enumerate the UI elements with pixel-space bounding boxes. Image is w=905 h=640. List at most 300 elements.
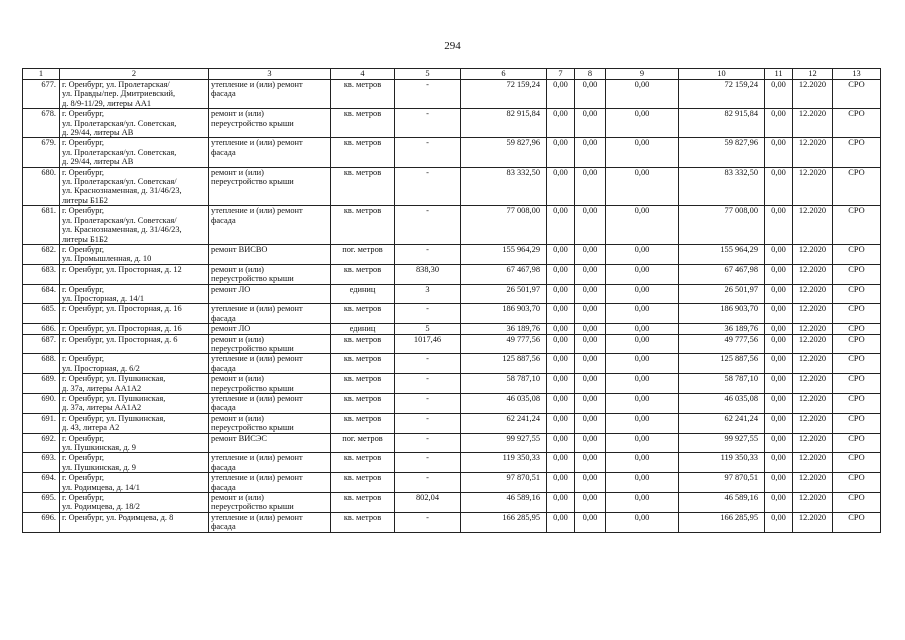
cell-line: переустройство крыши bbox=[211, 118, 294, 128]
cost-cell: 82 915,84 bbox=[679, 109, 765, 138]
unit-cell: единиц bbox=[331, 284, 395, 304]
fund-cell: 0,00 bbox=[575, 334, 606, 354]
row-number: 683. bbox=[23, 264, 60, 284]
row-number: 691. bbox=[23, 413, 60, 433]
cell-line: фасада bbox=[211, 522, 236, 532]
deadline-cell: 12.2020 bbox=[793, 80, 833, 109]
fund-cell: 0,00 bbox=[575, 493, 606, 513]
cell-line: ул. Пролетарская/ул. Советская, bbox=[62, 118, 177, 128]
work-type-cell bbox=[209, 244, 331, 264]
unit-cell: кв. метров bbox=[331, 354, 395, 374]
fund-cell: 0,00 bbox=[575, 324, 606, 334]
cell-line: ул. Промышленная, д. 10 bbox=[62, 254, 152, 264]
cost-cell: 67 467,98 bbox=[679, 264, 765, 284]
cell-line: г. Оренбург, ул. Пролетарская/ bbox=[62, 80, 170, 89]
cost-cell: 186 903,70 bbox=[679, 304, 765, 324]
total-cost-cell: 125 887,56 bbox=[461, 354, 547, 374]
row-number: 682. bbox=[23, 244, 60, 264]
cell-line: ул. Пролетарская/ул. Советская, bbox=[62, 147, 177, 157]
cell-line: фасада bbox=[211, 215, 236, 225]
total-cost-cell: 83 332,50 bbox=[461, 167, 547, 206]
total-cost-cell: 186 903,70 bbox=[461, 304, 547, 324]
total-cost-cell: 119 350,33 bbox=[461, 453, 547, 473]
address-cell bbox=[60, 109, 209, 138]
cell-line: ул. Правды/пер. Дмитриевский, bbox=[62, 89, 176, 99]
deadline-cell: 12.2020 bbox=[793, 109, 833, 138]
column-header: 7 bbox=[547, 69, 575, 80]
table-row bbox=[23, 244, 881, 264]
work-type-cell bbox=[209, 453, 331, 473]
quantity-cell: - bbox=[395, 512, 461, 532]
method-cell: СРО bbox=[833, 433, 881, 453]
address-cell bbox=[60, 354, 209, 374]
fund-cell: 0,00 bbox=[575, 284, 606, 304]
method-cell: СРО bbox=[833, 138, 881, 167]
cost-cell: 83 332,50 bbox=[679, 167, 765, 206]
table-row bbox=[23, 512, 881, 532]
fund-cell: 0,00 bbox=[765, 394, 793, 414]
unit-cell: кв. метров bbox=[331, 264, 395, 284]
cell-line: ремонт и (или) bbox=[211, 109, 264, 119]
total-cost-cell: 67 467,98 bbox=[461, 264, 547, 284]
work-type-cell bbox=[209, 334, 331, 354]
fund-cell: 0,00 bbox=[547, 167, 575, 206]
fund-cell: 0,00 bbox=[547, 394, 575, 414]
fund-cell: 0,00 bbox=[547, 80, 575, 109]
table-row bbox=[23, 206, 881, 245]
total-cost-cell: 36 189,76 bbox=[461, 324, 547, 334]
fund-cell: 0,00 bbox=[606, 354, 679, 374]
fund-cell: 0,00 bbox=[765, 167, 793, 206]
fund-cell: 0,00 bbox=[765, 354, 793, 374]
address-cell bbox=[60, 433, 209, 453]
cell-line: г. Оренбург, ул. Просторная, д. 12 bbox=[62, 264, 182, 274]
quantity-cell: 838,30 bbox=[395, 264, 461, 284]
method-cell: СРО bbox=[833, 80, 881, 109]
fund-cell: 0,00 bbox=[575, 413, 606, 433]
fund-cell: 0,00 bbox=[765, 284, 793, 304]
fund-cell: 0,00 bbox=[547, 512, 575, 532]
cell-line: утепление и (или) ремонт bbox=[211, 80, 303, 89]
cell-line: ул. Пушкинская, д. 9 bbox=[62, 443, 136, 453]
table-row bbox=[23, 473, 881, 493]
cost-cell: 59 827,96 bbox=[679, 138, 765, 167]
fund-cell: 0,00 bbox=[547, 304, 575, 324]
table-row bbox=[23, 324, 881, 334]
work-type-cell bbox=[209, 354, 331, 374]
total-cost-cell: 166 285,95 bbox=[461, 512, 547, 532]
row-number: 684. bbox=[23, 284, 60, 304]
work-type-cell bbox=[209, 109, 331, 138]
fund-cell: 0,00 bbox=[606, 138, 679, 167]
fund-cell: 0,00 bbox=[606, 264, 679, 284]
total-cost-cell: 72 159,24 bbox=[461, 80, 547, 109]
fund-cell: 0,00 bbox=[765, 264, 793, 284]
total-cost-cell: 99 927,55 bbox=[461, 433, 547, 453]
deadline-cell: 12.2020 bbox=[793, 206, 833, 245]
quantity-cell: - bbox=[395, 304, 461, 324]
cell-line: утепление и (или) ремонт bbox=[211, 512, 303, 522]
quantity-cell: - bbox=[395, 413, 461, 433]
table-row bbox=[23, 413, 881, 433]
column-header: 9 bbox=[606, 69, 679, 80]
fund-cell: 0,00 bbox=[606, 374, 679, 394]
cell-line: г. Оренбург, ул. Родимцева, д. 8 bbox=[62, 512, 174, 522]
repair-schedule-table bbox=[22, 68, 881, 533]
cell-line: д. 29/44, литеры АВ bbox=[62, 128, 134, 138]
cell-line: ул. Просторная, д. 14/1 bbox=[62, 293, 145, 303]
work-type-cell bbox=[209, 138, 331, 167]
fund-cell: 0,00 bbox=[547, 206, 575, 245]
unit-cell: кв. метров bbox=[331, 109, 395, 138]
table-body bbox=[23, 80, 881, 533]
work-type-cell bbox=[209, 433, 331, 453]
fund-cell: 0,00 bbox=[606, 244, 679, 264]
method-cell: СРО bbox=[833, 244, 881, 264]
deadline-cell: 12.2020 bbox=[793, 304, 833, 324]
work-type-cell bbox=[209, 80, 331, 109]
page-number: 294 bbox=[444, 40, 461, 52]
deadline-cell: 12.2020 bbox=[793, 324, 833, 334]
cell-line: переустройство крыши bbox=[211, 177, 294, 187]
total-cost-cell: 97 870,51 bbox=[461, 473, 547, 493]
cell-line: г. Оренбург, bbox=[62, 473, 105, 483]
quantity-cell: - bbox=[395, 473, 461, 493]
cell-line: фасада bbox=[211, 403, 236, 413]
cell-line: ремонт ВИСВО bbox=[211, 244, 268, 254]
cell-line: ул. Просторная, д. 6/2 bbox=[62, 363, 140, 373]
deadline-cell: 12.2020 bbox=[793, 512, 833, 532]
cell-line: г. Оренбург, ул. Пушкинская, bbox=[62, 374, 166, 384]
table-row bbox=[23, 374, 881, 394]
row-number: 695. bbox=[23, 493, 60, 513]
deadline-cell: 12.2020 bbox=[793, 284, 833, 304]
unit-cell: кв. метров bbox=[331, 374, 395, 394]
quantity-cell: - bbox=[395, 354, 461, 374]
fund-cell: 0,00 bbox=[547, 433, 575, 453]
address-cell bbox=[60, 512, 209, 532]
table-row bbox=[23, 138, 881, 167]
total-cost-cell: 59 827,96 bbox=[461, 138, 547, 167]
column-header: 11 bbox=[765, 69, 793, 80]
fund-cell: 0,00 bbox=[575, 167, 606, 206]
cell-line: ул. Краснознаменная, д. 31/46/23, bbox=[62, 225, 182, 235]
cell-line: г. Оренбург, ул. Пушкинская, bbox=[62, 394, 166, 403]
total-cost-cell: 49 777,56 bbox=[461, 334, 547, 354]
total-cost-cell: 46 589,16 bbox=[461, 493, 547, 513]
fund-cell: 0,00 bbox=[575, 374, 606, 394]
quantity-cell: - bbox=[395, 244, 461, 264]
fund-cell: 0,00 bbox=[547, 473, 575, 493]
fund-cell: 0,00 bbox=[547, 138, 575, 167]
cost-cell: 46 035,08 bbox=[679, 394, 765, 414]
fund-cell: 0,00 bbox=[575, 138, 606, 167]
method-cell: СРО bbox=[833, 284, 881, 304]
fund-cell: 0,00 bbox=[765, 433, 793, 453]
cell-line: утепление и (или) ремонт bbox=[211, 473, 303, 483]
cost-cell: 99 927,55 bbox=[679, 433, 765, 453]
cell-line: ремонт ЛО bbox=[211, 284, 251, 294]
column-header: 6 bbox=[461, 69, 547, 80]
unit-cell: кв. метров bbox=[331, 138, 395, 167]
deadline-cell: 12.2020 bbox=[793, 354, 833, 374]
cell-line: утепление и (или) ремонт bbox=[211, 138, 303, 148]
fund-cell: 0,00 bbox=[606, 453, 679, 473]
fund-cell: 0,00 bbox=[575, 206, 606, 245]
fund-cell: 0,00 bbox=[765, 80, 793, 109]
deadline-cell: 12.2020 bbox=[793, 433, 833, 453]
fund-cell: 0,00 bbox=[606, 167, 679, 206]
work-type-cell bbox=[209, 264, 331, 284]
row-number: 677. bbox=[23, 80, 60, 109]
method-cell: СРО bbox=[833, 304, 881, 324]
deadline-cell: 12.2020 bbox=[793, 493, 833, 513]
table-row bbox=[23, 354, 881, 374]
method-cell: СРО bbox=[833, 394, 881, 414]
deadline-cell: 12.2020 bbox=[793, 453, 833, 473]
column-header: 13 bbox=[833, 69, 881, 80]
row-number: 687. bbox=[23, 334, 60, 354]
row-number: 692. bbox=[23, 433, 60, 453]
unit-cell: кв. метров bbox=[331, 453, 395, 473]
unit-cell: кв. метров bbox=[331, 493, 395, 513]
quantity-cell: - bbox=[395, 109, 461, 138]
work-type-cell bbox=[209, 413, 331, 433]
fund-cell: 0,00 bbox=[606, 324, 679, 334]
work-type-cell bbox=[209, 206, 331, 245]
row-number: 688. bbox=[23, 354, 60, 374]
row-number: 689. bbox=[23, 374, 60, 394]
work-type-cell bbox=[209, 394, 331, 414]
table-row bbox=[23, 167, 881, 206]
cell-line: г. Оренбург, ул. Просторная, д. 16 bbox=[62, 304, 182, 314]
fund-cell: 0,00 bbox=[547, 109, 575, 138]
cell-line: г. Оренбург, bbox=[62, 138, 105, 148]
unit-cell: пог. метров bbox=[331, 244, 395, 264]
cell-line: ремонт ВИСЭС bbox=[211, 433, 267, 443]
cell-line: ремонт и (или) bbox=[211, 167, 264, 177]
fund-cell: 0,00 bbox=[765, 453, 793, 473]
address-cell bbox=[60, 244, 209, 264]
fund-cell: 0,00 bbox=[765, 109, 793, 138]
cell-line: г. Оренбург, bbox=[62, 167, 105, 177]
column-header: 8 bbox=[575, 69, 606, 80]
table-row bbox=[23, 304, 881, 324]
work-type-cell bbox=[209, 324, 331, 334]
address-cell bbox=[60, 453, 209, 473]
cell-line: г. Оренбург, bbox=[62, 433, 105, 443]
fund-cell: 0,00 bbox=[606, 109, 679, 138]
table-row bbox=[23, 284, 881, 304]
cell-line: г. Оренбург, bbox=[62, 206, 105, 216]
row-number: 690. bbox=[23, 394, 60, 414]
column-header: 12 bbox=[793, 69, 833, 80]
row-number: 693. bbox=[23, 453, 60, 473]
fund-cell: 0,00 bbox=[575, 109, 606, 138]
fund-cell: 0,00 bbox=[606, 413, 679, 433]
column-header: 5 bbox=[395, 69, 461, 80]
cell-line: г. Оренбург, bbox=[62, 244, 105, 254]
unit-cell: кв. метров bbox=[331, 512, 395, 532]
work-type-cell bbox=[209, 493, 331, 513]
fund-cell: 0,00 bbox=[606, 473, 679, 493]
deadline-cell: 12.2020 bbox=[793, 413, 833, 433]
total-cost-cell: 82 915,84 bbox=[461, 109, 547, 138]
quantity-cell: 5 bbox=[395, 324, 461, 334]
table-row bbox=[23, 334, 881, 354]
column-header-row bbox=[23, 69, 881, 80]
table-row bbox=[23, 264, 881, 284]
fund-cell: 0,00 bbox=[606, 80, 679, 109]
cell-line: г. Оренбург, bbox=[62, 109, 105, 119]
cell-line: переустройство крыши bbox=[211, 423, 294, 433]
cost-cell: 36 189,76 bbox=[679, 324, 765, 334]
method-cell: СРО bbox=[833, 453, 881, 473]
cell-line: г. Оренбург, ул. Просторная, д. 16 bbox=[62, 324, 182, 334]
unit-cell: кв. метров bbox=[331, 167, 395, 206]
fund-cell: 0,00 bbox=[575, 433, 606, 453]
cell-line: переустройство крыши bbox=[211, 383, 294, 393]
fund-cell: 0,00 bbox=[575, 304, 606, 324]
cost-cell: 166 285,95 bbox=[679, 512, 765, 532]
deadline-cell: 12.2020 bbox=[793, 167, 833, 206]
method-cell: СРО bbox=[833, 206, 881, 245]
table-row bbox=[23, 80, 881, 109]
cell-line: утепление и (или) ремонт bbox=[211, 354, 303, 364]
cost-cell: 125 887,56 bbox=[679, 354, 765, 374]
address-cell bbox=[60, 473, 209, 493]
cell-line: переустройство крыши bbox=[211, 343, 294, 353]
unit-cell: кв. метров bbox=[331, 304, 395, 324]
total-cost-cell: 46 035,08 bbox=[461, 394, 547, 414]
total-cost-cell: 26 501,97 bbox=[461, 284, 547, 304]
fund-cell: 0,00 bbox=[765, 138, 793, 167]
cell-line: г. Оренбург, bbox=[62, 453, 105, 463]
address-cell bbox=[60, 493, 209, 513]
cost-cell: 46 589,16 bbox=[679, 493, 765, 513]
cell-line: фасада bbox=[211, 89, 236, 99]
fund-cell: 0,00 bbox=[765, 304, 793, 324]
fund-cell: 0,00 bbox=[765, 334, 793, 354]
method-cell: СРО bbox=[833, 473, 881, 493]
quantity-cell: - bbox=[395, 374, 461, 394]
table-row bbox=[23, 394, 881, 414]
table-row bbox=[23, 109, 881, 138]
method-cell: СРО bbox=[833, 512, 881, 532]
fund-cell: 0,00 bbox=[765, 206, 793, 245]
address-cell bbox=[60, 264, 209, 284]
address-cell bbox=[60, 413, 209, 433]
fund-cell: 0,00 bbox=[765, 512, 793, 532]
address-cell bbox=[60, 206, 209, 245]
method-cell: СРО bbox=[833, 334, 881, 354]
fund-cell: 0,00 bbox=[575, 264, 606, 284]
fund-cell: 0,00 bbox=[606, 512, 679, 532]
quantity-cell: - bbox=[395, 167, 461, 206]
fund-cell: 0,00 bbox=[547, 264, 575, 284]
fund-cell: 0,00 bbox=[606, 206, 679, 245]
fund-cell: 0,00 bbox=[575, 512, 606, 532]
table-row bbox=[23, 433, 881, 453]
unit-cell: единиц bbox=[331, 324, 395, 334]
work-type-cell bbox=[209, 304, 331, 324]
unit-cell: кв. метров bbox=[331, 334, 395, 354]
cell-line: д. 43, литера А2 bbox=[62, 423, 120, 433]
work-type-cell bbox=[209, 473, 331, 493]
fund-cell: 0,00 bbox=[547, 354, 575, 374]
column-header: 3 bbox=[209, 69, 331, 80]
quantity-cell: - bbox=[395, 433, 461, 453]
deadline-cell: 12.2020 bbox=[793, 394, 833, 414]
fund-cell: 0,00 bbox=[606, 304, 679, 324]
row-number: 680. bbox=[23, 167, 60, 206]
fund-cell: 0,00 bbox=[765, 324, 793, 334]
total-cost-cell: 155 964,29 bbox=[461, 244, 547, 264]
address-cell bbox=[60, 167, 209, 206]
quantity-cell: 1017,46 bbox=[395, 334, 461, 354]
cell-line: д. 8/9-11/29, литеры АА1 bbox=[62, 98, 152, 108]
quantity-cell: 802,04 bbox=[395, 493, 461, 513]
cost-cell: 62 241,24 bbox=[679, 413, 765, 433]
cell-line: фасада bbox=[211, 482, 236, 492]
cell-line: д. 37а, литеры АА1А2 bbox=[62, 403, 142, 413]
deadline-cell: 12.2020 bbox=[793, 374, 833, 394]
cell-line: ул. Родимцева, д. 18/2 bbox=[62, 502, 140, 512]
address-cell bbox=[60, 394, 209, 414]
cell-line: фасада bbox=[211, 147, 236, 157]
cell-line: фасада bbox=[211, 363, 236, 373]
fund-cell: 0,00 bbox=[547, 334, 575, 354]
quantity-cell: - bbox=[395, 206, 461, 245]
fund-cell: 0,00 bbox=[547, 374, 575, 394]
fund-cell: 0,00 bbox=[765, 413, 793, 433]
address-cell bbox=[60, 138, 209, 167]
cell-line: утепление и (или) ремонт bbox=[211, 206, 303, 216]
method-cell: СРО bbox=[833, 109, 881, 138]
cost-cell: 155 964,29 bbox=[679, 244, 765, 264]
cell-line: ремонт и (или) bbox=[211, 493, 264, 503]
fund-cell: 0,00 bbox=[606, 334, 679, 354]
fund-cell: 0,00 bbox=[547, 453, 575, 473]
cell-line: д. 37а, литеры АА1А2 bbox=[62, 383, 142, 393]
cell-line: фасада bbox=[211, 462, 236, 472]
fund-cell: 0,00 bbox=[765, 473, 793, 493]
method-cell: СРО bbox=[833, 167, 881, 206]
table-row bbox=[23, 493, 881, 513]
quantity-cell: - bbox=[395, 80, 461, 109]
quantity-cell: 3 bbox=[395, 284, 461, 304]
cell-line: ремонт и (или) bbox=[211, 264, 264, 274]
column-header: 10 bbox=[679, 69, 765, 80]
fund-cell: 0,00 bbox=[547, 284, 575, 304]
unit-cell: кв. метров bbox=[331, 394, 395, 414]
method-cell: СРО bbox=[833, 413, 881, 433]
cell-line: ремонт и (или) bbox=[211, 334, 264, 344]
cell-line: переустройство крыши bbox=[211, 274, 294, 284]
fund-cell: 0,00 bbox=[547, 413, 575, 433]
fund-cell: 0,00 bbox=[547, 244, 575, 264]
cell-line: ул. Краснознаменная, д. 31/46/23, bbox=[62, 186, 182, 196]
fund-cell: 0,00 bbox=[575, 244, 606, 264]
cell-line: ремонт ЛО bbox=[211, 324, 251, 334]
column-header: 2 bbox=[60, 69, 209, 80]
cell-line: г. Оренбург, bbox=[62, 354, 105, 364]
fund-cell: 0,00 bbox=[606, 433, 679, 453]
work-type-cell bbox=[209, 167, 331, 206]
cell-line: ул. Пушкинская, д. 9 bbox=[62, 462, 136, 472]
method-cell: СРО bbox=[833, 264, 881, 284]
cell-line: переустройство крыши bbox=[211, 502, 294, 512]
